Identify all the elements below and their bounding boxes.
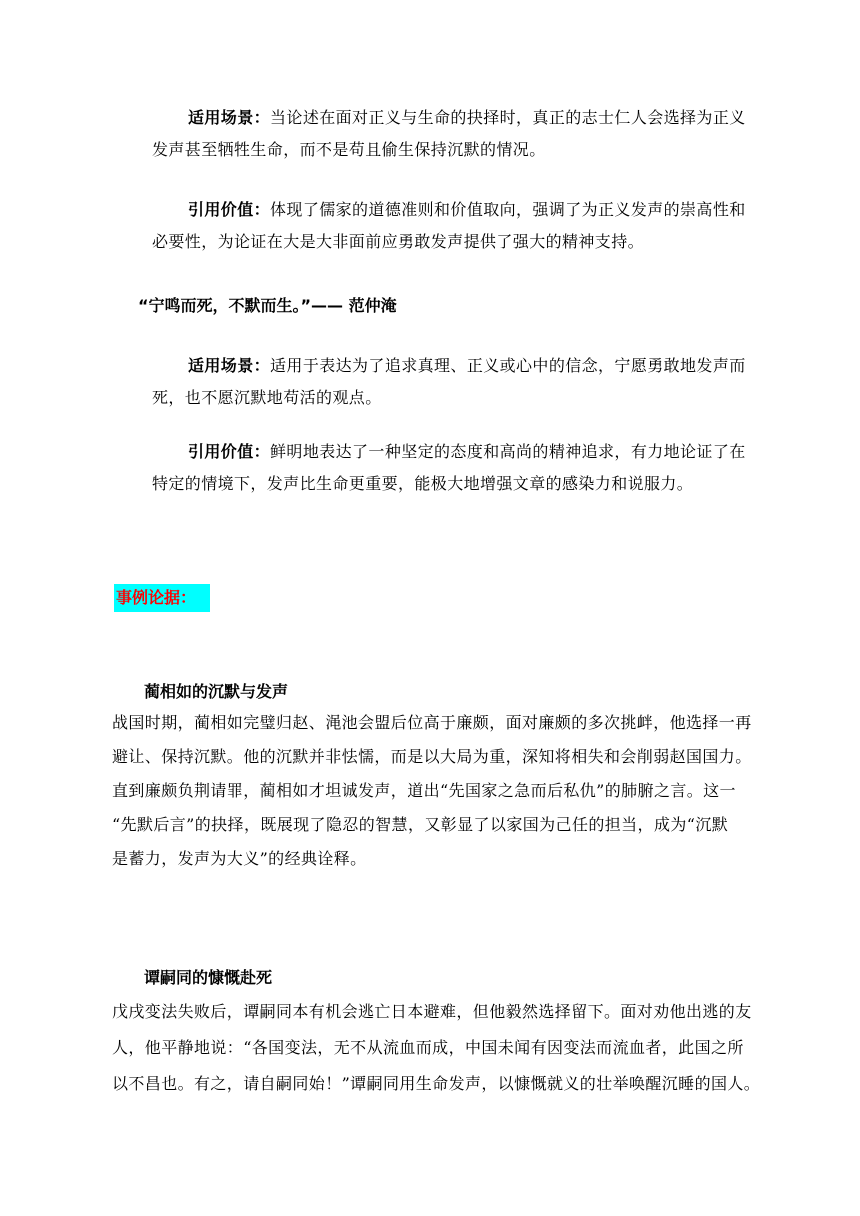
case2-title: 谭嗣同的慷慨赴死 <box>144 968 273 987</box>
scene-label: 适用场景： <box>188 108 271 127</box>
case1-line: 直到廉颇负荆请罪，蔺相如才坦诚发声，道出“先国家之急而后私仇”的肺腑之言。这一 <box>112 781 736 800</box>
quote1-scene-line-2: 发声甚至牺牲生命，而不是苟且偷生保持沉默的情况。 <box>152 140 546 159</box>
case2-body <box>112 994 792 1102</box>
section-heading: 事例论据： <box>114 584 210 612</box>
quote2-scene-line-1: 适用场景：适用于表达为了追求真理、正义或心中的信念，宁愿勇敢地发声而 <box>188 356 746 375</box>
quote2-scene-line-2: 死，也不愿沉默地苟活的观点。 <box>152 388 382 407</box>
case1-line: 战国时期，蔺相如完璧归赵、渑池会盟后位高于廉颇，面对廉颇的多次挑衅，他选择一再 <box>112 713 752 732</box>
case1-line: 避让、保持沉默。他的沉默并非怯懦，而是以大局为重，深知将相失和会削弱赵国国力。 <box>112 747 752 766</box>
case1-body <box>112 706 792 876</box>
scene-label: 适用场景： <box>188 356 271 375</box>
value-label: 引用价值： <box>188 442 271 461</box>
quote1-scene <box>152 102 746 166</box>
case1-line: “先默后言”的抉择，既展现了隐忍的智慧，又彰显了以家国为己任的担当，成为“沉默 <box>112 815 729 834</box>
quote1-value <box>152 194 746 258</box>
quote1-value-line-1: 引用价值：体现了儒家的道德准则和价值取向，强调了为正义发声的崇高性和 <box>188 200 746 219</box>
quote2-scene <box>152 350 746 414</box>
case2-line: 以不昌也。有之，请自嗣同始！”谭嗣同用生命发声，以慷慨就义的壮举唤醒沉睡的国人。 <box>112 1074 761 1093</box>
quote1-value-line-2: 必要性，为论证在大是大非面前应勇敢发声提供了强大的精神支持。 <box>152 232 645 251</box>
case2-line: 戊戌变法失败后，谭嗣同本有机会逃亡日本避难，但他毅然选择留下。面对劝他出逃的友 <box>112 1002 752 1021</box>
quote2-value-line-2: 特定的情境下，发声比生命更重要，能极大地增强文章的感染力和说服力。 <box>152 474 694 493</box>
quote2-value <box>152 436 746 500</box>
case1-line: 是蓄力，发声为大义”的经典诠释。 <box>112 849 367 868</box>
case1-title: 蔺相如的沉默与发声 <box>144 682 289 701</box>
quote2-value-line-1: 引用价值：鲜明地表达了一种坚定的态度和高尚的精神追求，有力地论证了在 <box>188 442 746 461</box>
value-label: 引用价值： <box>188 200 271 219</box>
quote1-scene-line-1: 适用场景：当论述在面对正义与生命的抉择时，真正的志士仁人会选择为正义 <box>188 108 746 127</box>
case2-line: 人，他平静地说：“各国变法，无不从流血而成，中国未闻有因变法而流血者，此国之所 <box>112 1038 744 1057</box>
quote2-text: “宁鸣而死，不默而生。”—— 范仲淹 <box>138 296 397 315</box>
